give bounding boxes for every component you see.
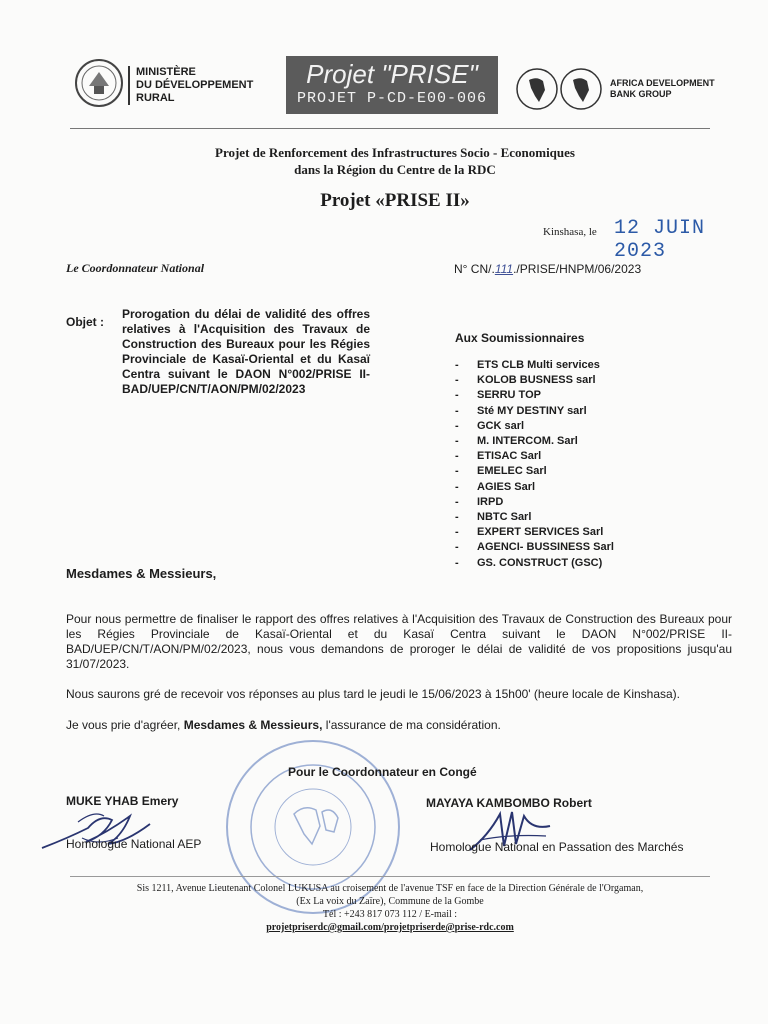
list-item: - EXPERT SERVICES Sarl — [455, 525, 614, 540]
recipient-name: ETISAC Sarl — [477, 450, 542, 463]
list-item: - M. INTERCOM. Sarl — [455, 434, 614, 449]
recipient-name: SERRU TOP — [477, 389, 541, 402]
recipient-name: Sté MY DESTINY sarl — [477, 404, 587, 417]
program-subtitle — [100, 144, 690, 178]
recipient-name: AGENCI- BUSSINESS Sarl — [477, 541, 614, 554]
recipient-name: KOLOB BUSNESS sarl — [477, 374, 596, 387]
recipient-name: M. INTERCOM. Sarl — [477, 435, 578, 448]
list-item: - GS. CONSTRUCT (GSC) — [455, 556, 614, 571]
list-item: - EMELEC Sarl — [455, 464, 614, 479]
recipient-name: IRPD — [477, 495, 504, 508]
project-banner-title: Projet "PRISE" — [306, 59, 478, 89]
recipient-name: ETS CLB Multi services — [477, 359, 600, 371]
footer-email: projetpriserdc@gmail.com/projetpriserde@prise-rdc.com — [266, 922, 514, 933]
recipient-name: EMELEC Sarl — [477, 465, 547, 478]
ministry-line-2: DU DÉVELOPPEMENT RURAL — [136, 79, 254, 104]
closing-text-bold: Mesdames & Messieurs, — [183, 718, 323, 732]
signatory-left-role: Homologue National AEP — [66, 837, 202, 851]
list-item: - ETISAC Sarl — [455, 449, 614, 464]
afdb-line-1: AFRICA DEVELOPMENT — [610, 78, 715, 88]
closing-text-end: l'assurance de ma considération. — [322, 718, 501, 732]
footer-line-3: Tél : +243 817 073 112 / E-mail : — [322, 909, 458, 920]
subject-text: Prorogation du délai de validité des offres relatives à l'Acquisition des Travaux de Construction des Bureaux pour les Régies Provinciale de Kasaï-Oriental et du Kasaï Centra suivant le DAON N°002/PRISE II-BAD/UEP/CN/T/AON/PM/02/2023 — [122, 307, 370, 396]
list-item: - SERRU TOP — [455, 388, 614, 403]
list-item: - AGIES Sarl — [455, 480, 614, 495]
signature-left-icon — [38, 802, 158, 862]
recipient-name: GS. CONSTRUCT (GSC) — [477, 556, 603, 569]
subject-label: Objet : — [66, 315, 104, 329]
recipient-name: GCK sarl — [477, 419, 525, 432]
header-divider — [70, 128, 710, 129]
list-item: - IRPD — [455, 495, 614, 510]
recipient-name: EXPERT SERVICES Sarl — [477, 526, 604, 539]
list-item: - GCK sarl — [455, 419, 614, 434]
signatory-right-name: MAYAYA KAMBOMBO Robert — [426, 796, 592, 810]
body-paragraph-2: Nous saurons gré de recevoir vos réponses au plus tard le jeudi le 15/06/2023 à 15h00' (heure locale de Kinshasa). — [66, 687, 681, 701]
sender-title: Le Coordonnateur National — [66, 261, 205, 275]
signatory-left-name: MUKE YHAB Emery — [66, 794, 179, 808]
reference-suffix: ./PRISE/HNPM/06/2023 — [513, 262, 642, 276]
project-code: PROJET P-CD-E00-006 — [296, 90, 488, 107]
salutation: Mesdames & Messieurs, — [66, 566, 217, 581]
recipients-title: Aux Soumissionnaires — [455, 331, 585, 345]
afdb-name — [610, 78, 715, 100]
ministry-name — [128, 66, 286, 105]
signature-heading: Pour le Coordonnateur en Congé — [288, 765, 477, 779]
footer-divider — [70, 876, 710, 877]
footer-line-2: (Ex La voix du Zaïre), Commune de la Gombe — [296, 896, 484, 907]
footer-line-1: Sis 1211, Avenue Lieutenant Colonel LUKUSA au croisement de l'avenue TSF en face de la Direction Générale de l'Orgaman, — [136, 883, 644, 894]
rdc-coat-of-arms-icon — [74, 58, 124, 108]
signatory-right-role: Homologue National en Passation des Marchés — [430, 840, 684, 854]
date-stamp: 12 JUIN 2023 — [614, 217, 706, 263]
reference-handwritten-number: 111 — [494, 262, 514, 276]
project-banner — [286, 56, 498, 114]
footer-address — [70, 882, 710, 934]
afdb-logo-icon — [515, 66, 607, 112]
closing-text-start: Je vous prie d'agréer, — [66, 718, 184, 732]
subtitle-line-2: dans la Région du Centre de la RDC — [294, 162, 496, 177]
recipient-name: AGIES Sarl — [477, 480, 536, 493]
recipient-name: NBTC Sarl — [477, 511, 532, 524]
body-paragraph-1: Pour nous permettre de finaliser le rapport des offres relatives à l'Acquisition des Travaux de Construction des Bureaux pour les Régies Provinciale de Kasaï-Oriental et du Kasaï Centra suivant le DAON N°002/PRISE II-BAD/UEP/CN/T/AON/PM/02/2023, nous vous demandons de proroger le délai de validité de vos propositions jusqu'au 31/07/2023. — [66, 612, 732, 671]
project-name: Projet «PRISE II» — [320, 190, 470, 211]
list-item: - NBTC Sarl — [455, 510, 614, 525]
recipients-list — [455, 358, 614, 571]
reference-number — [454, 262, 641, 276]
subtitle-line-1: Projet de Renforcement des Infrastructures Socio - Economiques — [215, 145, 575, 160]
date-label: Kinshasa, le — [543, 226, 597, 238]
afdb-line-2: BANK GROUP — [610, 89, 672, 99]
reference-prefix: N° CN/. — [454, 262, 495, 276]
ministry-line-1: MINISTÈRE — [136, 66, 196, 78]
list-item: - ETS CLB Multi services — [455, 358, 614, 373]
body-paragraph-3 — [66, 718, 732, 732]
list-item: - KOLOB BUSNESS sarl — [455, 373, 614, 388]
list-item: - Sté MY DESTINY sarl — [455, 404, 614, 419]
list-item: - AGENCI- BUSSINESS Sarl — [455, 540, 614, 555]
